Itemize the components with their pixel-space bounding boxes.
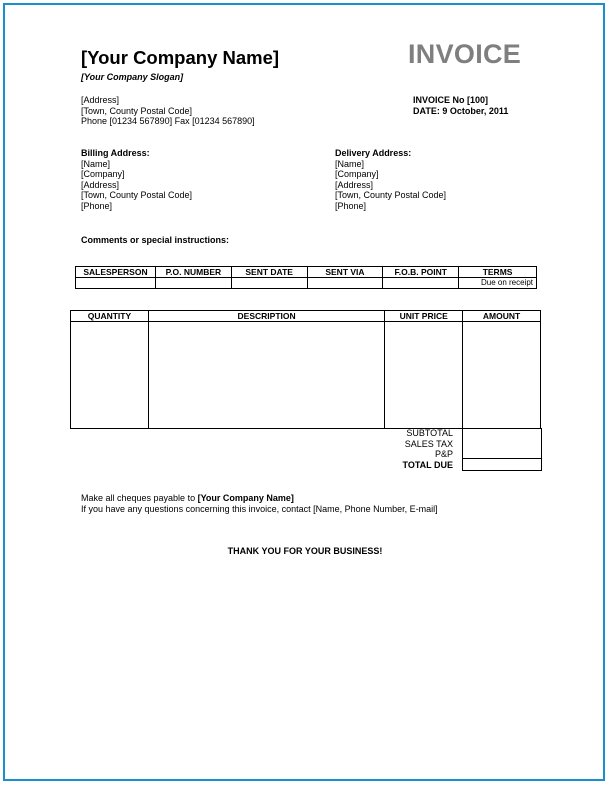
- town-line: [Town, County Postal Code]: [81, 105, 193, 116]
- po-number-header: P.O. NUMBER: [155, 267, 231, 278]
- description-header: DESCRIPTION: [148, 311, 384, 322]
- totals-box[interactable]: [462, 428, 542, 471]
- po-number-cell[interactable]: [155, 278, 231, 289]
- terms-header: TERMS: [459, 267, 537, 278]
- fob-point-header: F.O.B. POINT: [383, 267, 459, 278]
- total-due-label: TOTAL DUE: [402, 459, 453, 470]
- thank-you-message: THANK YOU FOR YOUR BUSINESS!: [227, 546, 383, 556]
- delivery-address: [335, 148, 446, 211]
- billing-line: [Name]: [81, 158, 111, 169]
- invoice-title: INVOICE: [408, 39, 522, 69]
- billing-line: [Phone]: [81, 200, 113, 211]
- invoice-meta: [413, 95, 508, 116]
- salesperson-cell[interactable]: [76, 278, 156, 289]
- unit-price-column[interactable]: [385, 322, 463, 429]
- amount-column[interactable]: [463, 322, 541, 429]
- terms-cell[interactable]: Due on receipt: [459, 278, 537, 289]
- delivery-heading: Delivery Address:: [335, 148, 412, 158]
- delivery-line: [Town, County Postal Code]: [335, 190, 447, 200]
- items-header-row: [71, 311, 541, 322]
- invoice-number: INVOICE No [100]: [413, 95, 489, 105]
- comments-label: Comments or special instructions:: [81, 235, 230, 245]
- sent-date-header: SENT DATE: [231, 267, 307, 278]
- footer-notes: [81, 493, 438, 514]
- fob-point-cell[interactable]: [383, 278, 459, 289]
- sent-date-cell[interactable]: [231, 278, 307, 289]
- amount-header: AMOUNT: [463, 311, 541, 322]
- company-slogan: [Your Company Slogan]: [81, 72, 184, 82]
- invoice-date: DATE: 9 October, 2011: [413, 105, 509, 116]
- billing-line: [Address]: [81, 179, 120, 190]
- salesperson-header: SALESPERSON: [76, 267, 156, 278]
- order-info-table: [75, 266, 537, 289]
- total-due-divider: [463, 458, 541, 459]
- phone-fax-line: Phone [01234 567890] Fax [01234 567890]: [81, 116, 255, 126]
- delivery-line: [Phone]: [335, 200, 367, 211]
- cheques-payee: [Your Company Name]: [197, 493, 294, 503]
- sent-via-cell[interactable]: [307, 278, 383, 289]
- cheques-prefix: Make all cheques payable to: [81, 493, 198, 503]
- company-name: [Your Company Name]: [81, 47, 280, 68]
- quantity-column[interactable]: [71, 322, 149, 429]
- delivery-line: [Address]: [335, 179, 374, 190]
- sales-tax-label: SALES TAX: [404, 438, 453, 449]
- items-body-row: [71, 322, 541, 429]
- delivery-line: [Company]: [335, 169, 379, 179]
- company-address: [81, 95, 255, 127]
- pp-label: P&P: [434, 449, 453, 459]
- questions-line: If you have any questions concerning this invoice, contact [Name, Phone Number, E-mail]: [81, 503, 438, 514]
- sent-via-header: SENT VIA: [307, 267, 383, 278]
- billing-heading: Billing Address:: [81, 148, 150, 158]
- subtotal-label: SUBTOTAL: [406, 428, 453, 438]
- cheques-line: [81, 493, 438, 504]
- billing-line: [Town, County Postal Code]: [81, 190, 193, 200]
- delivery-line: [Name]: [335, 158, 365, 169]
- address-line: [Address]: [81, 95, 120, 105]
- description-column[interactable]: [148, 322, 384, 429]
- unit-price-header: UNIT PRICE: [385, 311, 463, 322]
- billing-line: [Company]: [81, 169, 125, 179]
- quantity-header: QUANTITY: [71, 311, 149, 322]
- totals-labels: [402, 428, 453, 470]
- billing-address: [81, 148, 192, 211]
- order-header-row: [76, 267, 537, 278]
- items-table: [70, 310, 541, 429]
- order-value-row: [76, 278, 537, 289]
